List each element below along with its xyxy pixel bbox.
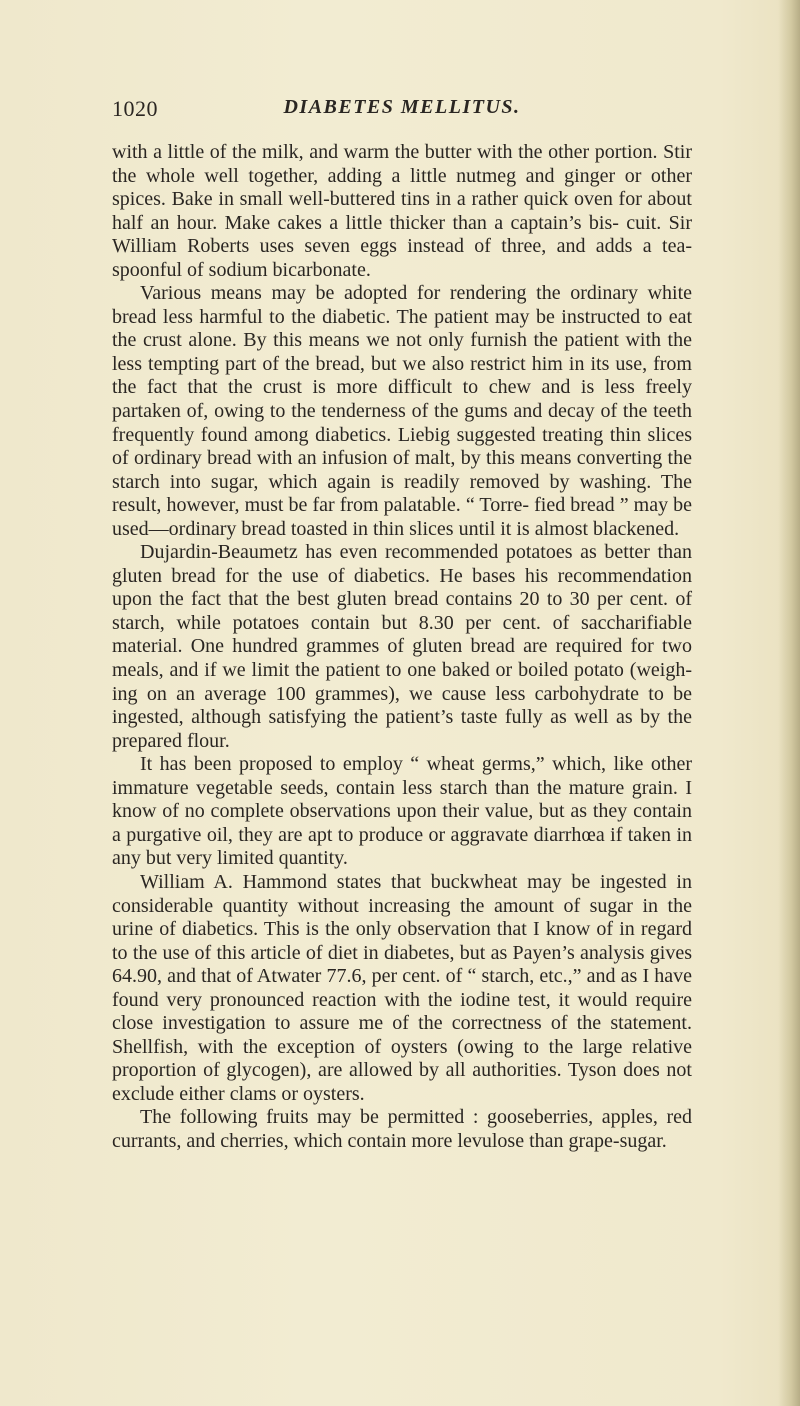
page-edge-shadow [778,0,800,1406]
paragraph-buckwheat: William A. Hammond states that buckwheat may be ingested in considerable quantity without increasing the amount of sugar in the urine of diabetics. This is the only observation that I know of in regard to the use of this article of diet in diabetes, but as Payen’s analysis gives 64.90, and that of Atwater 77.6, per cent. of “ starch, etc.,” and as I have found very pronounced reaction with the iodine test, it would require close investigation to assure me of the correctness of the statement. Shellfish, with the exception of oysters (owing to the large relative proportion of glycogen), are allowed by all authorities. Tyson does not exclude either clams or oysters. [112,870,692,1105]
paragraph-potatoes: Dujardin-Beaumetz has even recommended potatoes as better than gluten bread for the use of diabetics. He bases his recommendation upon the fact that the best gluten bread contains 20 to 30 per cent. of starch, while potatoes contain but 8.30 per cent. of saccharifiable material. One hundred grammes of gluten bread are required for two meals, and if we limit the patient to one baked or boiled potato (weigh- ing on an average 100 grammes), we cause less carbohydrate to be ingested, although satisfying the patient’s taste fully as well as by the prepared flour. [112,541,692,752]
page-header [112,96,692,130]
body-text [112,141,692,1154]
paragraph-continuation: with a little of the milk, and warm the butter with the other portion. Stir the whole well together, adding a little nutmeg and ginger or other spices. Bake in small well-buttered tins in a rather quick oven for about half an hour. Make cakes a little thicker than a captain’s bis- cuit. Sir William Roberts uses seven eggs instead of three, and adds a tea-spoonful of sodium bicarbonate. [112,141,692,281]
page-number: 1020 [112,96,158,121]
running-title: DIABETES MELLITUS. [283,96,521,118]
paragraph-white-bread: Various means may be adopted for rendering the ordinary white bread less harmful to the diabetic. The patient may be instructed to eat the crust alone. By this means we not only furnish the patient with the less tempting part of the bread, but we also restrict him in its use, from the fact that the crust is more difficult to chew and is less freely partaken of, owing to the tenderness of the gums and decay of the teeth frequently found among diabetics. Liebig suggested treating thin slices of ordinary bread with an infusion of malt, by this means converting the starch into sugar, which again is readily removed by washing. The result, however, must be far from palatable. “ Torre- fied bread ” may be used—ordinary bread toasted in thin slices until it is almost blackened. [112,282,692,540]
paragraph-fruits: The following fruits may be permitted : gooseberries, apples, red currants, and cherries, which contain more levulose than grape-sugar. [112,1106,692,1152]
paragraph-wheat-germs: It has been proposed to employ “ wheat germs,” which, like other immature vegetable seeds, contain less starch than the mature grain. I know of no complete observations upon their value, but as they contain a purgative oil, they are apt to produce or aggravate diarrhœa if taken in any but very limited quantity. [112,753,692,870]
